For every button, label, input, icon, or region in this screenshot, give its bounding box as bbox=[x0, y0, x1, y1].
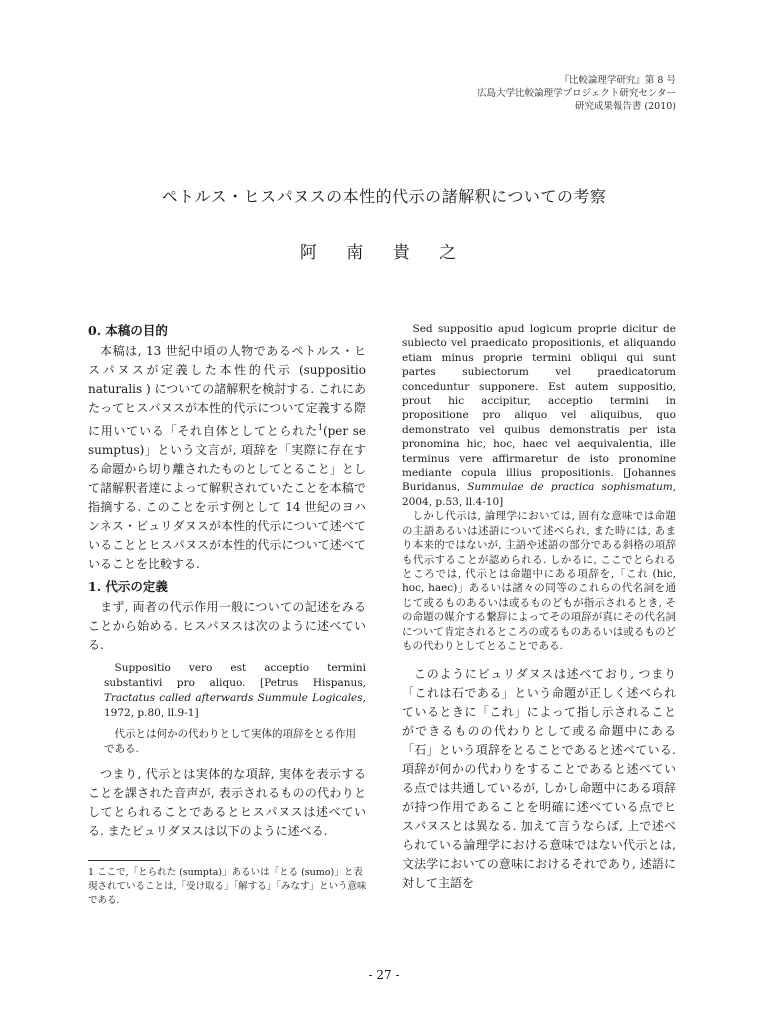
right-column bbox=[402, 322, 676, 897]
journal-header bbox=[436, 74, 676, 113]
section-0-paragraph bbox=[88, 342, 366, 574]
right-paragraph-1: このようにビュリダヌスは述べており, つまり「これは石である」という命題が正しく述べられているときに「これ」によって指し示されることができるものの代わりとして或る命題中にある「石」という項辞をとることであると述べている. 項辞が何かの代わりをすることであると述べている点では共通しているが, しかし命題中にある項辞が持つ作用であることを明確に述べている点でヒスパヌスとは異なる. 加えて言うならば, 上で述べられている論理学における意味ではない代示とは, 文法学においての意味におけるそれであり, 述語に対して主語を bbox=[402, 667, 676, 891]
hispanus-quote bbox=[88, 661, 366, 757]
buridanus-quote-latin: Sed suppositio apud logicum proprie dicitur de subiecto vel praedicato propositionis, et aliquando etiam minus proprie termini obliqui qui sunt partes subiectorum vel praedicatorum conceduntur supponere. Est autem suppositio, prout hic accipitur, acceptio termini in propositione pro aliquo vel aliquibus, quo demonstrato vel quibus demonstratis per ista pronomina hic, hoc, haec vel aequivalentia, ille terminus vere affirmaretur de isto pronomine mediante copula illius propositionis. [Johannes Buridanus, Summulae de practica sophismatum, 2004, p.53, ll.4-10] bbox=[402, 323, 677, 508]
paper-title: ペトルス・ヒスパヌスの本性的代示の諸解釈についての考察 bbox=[161, 187, 607, 206]
footnote-ref-1: 1 bbox=[317, 423, 323, 432]
section-1-paragraph-1: まず, 両者の代示作用一般についての記述をみることから始める. ヒスパヌスは次のように述べている. bbox=[88, 600, 366, 652]
journal-header-line1: 『比較論理学研究』第 8 号 bbox=[559, 75, 676, 86]
section-1-paragraph-2: つまり, 代示とは実体的な項辞, 実体を表示することを課された音声が, 表示されるものの代わりとしてとられることであるとヒスパヌスは述べている. またビュリダヌスは以下のように述べる. bbox=[88, 767, 366, 838]
section-1-heading: 1. 代示の定義 bbox=[88, 579, 168, 594]
left-column bbox=[88, 322, 366, 845]
section-0-text: 本稿は, 13 世紀中頃の人物であるペトルス・ヒスパヌスが定義した本性的代示 (suppositio naturalis ) についての諸解釈を検討する. これにあたってヒスパヌスが本性的代示について定義する際に用いている「それ自体としてとられた bbox=[88, 344, 366, 438]
page-number: - 27 - bbox=[368, 968, 400, 982]
hispanus-work-title: Tractatus called afterwards Summule Logicales bbox=[104, 692, 363, 704]
hispanus-quote-latin: Suppositio vero est acceptio termini substantivi pro aliquo. [Petrus Hispanus, Tractatus called afterwards Summule Logicales, 1972, p.80, ll.9-1] bbox=[104, 662, 366, 719]
paper-author: 阿 南 貴 之 bbox=[299, 243, 469, 263]
buridanus-work-title: Summulae de practica sophismatum bbox=[467, 481, 673, 494]
journal-header-line3: 研究成果報告書 (2010) bbox=[574, 101, 676, 112]
section-0-heading: 0. 本稿の目的 bbox=[88, 323, 168, 338]
section-0-text-cont: (per se sumptus)」という文言が, 項辞を「実際に存在する命題から切り離されたものとしてとること」として諸解釈者達によって解釈されていたことを本稿で指摘する. このことを示す例として 14 世紀のヨハンネス・ビュリダヌスが本性的代示について述べていることとヒスパヌスが本性的代示について述べていることを比較する. bbox=[88, 424, 366, 571]
footnote-divider bbox=[88, 860, 160, 861]
journal-header-line2: 広島大学比較論理学プロジェクト研究センター bbox=[477, 88, 676, 99]
buridanus-quote bbox=[402, 322, 676, 653]
hispanus-quote-translation: 代示とは何かの代わりとして実体的項辞をとる作用である. bbox=[104, 728, 356, 755]
buridanus-quote-translation: しかし代示は, 論理学においては, 固有な意味では命題の主語あるいは述語について述べられ, また時には, あまり本来的ではないが, 主語や述語の部分である斜格の項辞も代示することが認められる. しかるに, ここでとられるところでは, 代示とは命題中にある項辞を,「これ (hic, hoc, haec)」あるいは諸々の同等のこれらの代名詞を通じて或るものあるいは或るものどもが指示されるとき, その命題の媒介する繋辞によってその項辞が真にその代名詞について肯定されるところの或るものあるいは或るものどもの代わりとしてとることである. bbox=[402, 510, 676, 652]
footnote-1: 1 ここで,「とられた (sumpta)」あるいは「とる (sumo)」と表現されていることは,「受け取る」「解する」「みなす」という意味である. bbox=[88, 867, 367, 906]
